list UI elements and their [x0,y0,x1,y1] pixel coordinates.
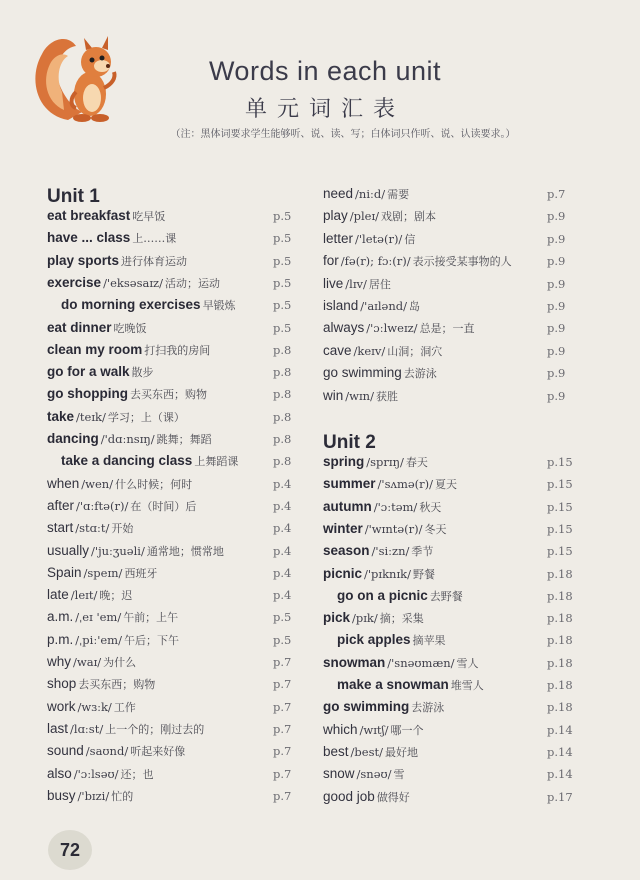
vocab-row [323,497,441,517]
vocab-meaning: 戏剧；剧本 [381,210,437,224]
vocab-word: Spain [47,564,82,580]
vocab-word: sound [47,743,84,759]
vocab-row [323,564,435,584]
vocab-row [323,229,415,249]
vocab-meaning: 摘苹果 [412,634,446,648]
vocab-word: need [323,186,354,201]
vocab-phonetic: /lɑːst/ [70,721,104,736]
vocab-meaning: 晚；迟 [99,589,133,603]
vocab-meaning: 吃早饭 [132,210,166,223]
vocab-page-ref: p.5 [273,209,292,223]
vocab-meaning: 哪一个 [390,723,424,737]
vocab-meaning: 去买东西；购物 [78,678,156,692]
vocab-word: take [47,408,75,424]
vocab-page-ref: p.4 [273,588,292,603]
vocab-phonetic: /'eksəsaɪz/ [103,275,163,290]
vocab-phonetic: /ˌeɪ 'em/ [75,610,122,625]
vocab-meaning: 上舞蹈课 [194,455,239,469]
vocab-word: clean my room [47,341,143,357]
vocab-meaning: 为什么 [103,656,137,669]
vocab-phonetic: /wen/ [81,476,114,491]
vocab-word: exercise [47,274,102,290]
vocab-phonetic: /sprɪŋ/ [366,455,404,469]
page-title-chinese: 单元词汇表 [244,97,405,122]
vocab-row [47,630,179,650]
vocab-page-ref: p.9 [547,321,566,336]
vocab-page-ref: p.8 [273,409,292,424]
vocab-meaning: 进行体育运动 [121,254,188,268]
vocab-page-ref: p.9 [547,254,566,269]
vocab-page-ref: p.5 [273,231,292,246]
vocab-meaning: 活动；运动 [164,276,220,290]
vocab-word: go shopping [47,386,128,402]
vocab-word: winter [323,520,363,536]
vocab-meaning: 忙的 [111,789,134,803]
vocab-page-ref: p.7 [273,766,292,781]
vocab-word: letter [323,230,354,246]
vocab-meaning: 冬天 [424,522,447,536]
vocab-word: snow [323,766,355,782]
vocab-page-ref: p.9 [547,388,566,403]
vocab-word: shop [47,676,77,692]
vocab-row [323,608,424,628]
vocab-word: go swimming [323,365,402,381]
vocab-row [323,341,442,361]
vocab-word: spring [323,454,365,469]
vocab-row [323,274,391,294]
vocab-page-ref: p.18 [547,655,573,670]
vocab-meaning: 山洞；洞穴 [387,344,443,358]
page-number-badge [48,830,92,870]
vocab-phonetic: /'snəʊmæn/ [387,655,455,670]
vocab-meaning: 上一个的；刚过去的 [105,722,205,736]
vocab-phonetic: /wɪn/ [345,388,374,403]
vocab-row [47,541,224,561]
vocab-row [47,251,187,271]
vocab-word: for [323,253,339,269]
vocab-phonetic: /fə(r); fɔː(r)/ [340,254,411,269]
vocab-page-ref: p.5 [273,610,292,625]
vocab-word: always [323,320,365,336]
vocab-phonetic: /'letə(r)/ [355,231,403,246]
vocab-word: why [47,654,72,669]
vocab-page-ref: p.17 [547,789,573,804]
vocab-row [323,206,436,226]
vocab-meaning: 早锻炼 [202,299,236,313]
vocab-phonetic: /'aɪlənd/ [360,299,407,313]
vocab-meaning: 堆雪人 [450,679,484,692]
vocab-phonetic: /waɪ/ [73,655,102,669]
unit-1-heading: Unit 1 [47,186,100,207]
vocab-meaning: 去游泳 [411,701,445,715]
vocab-word: go on a picnic [337,587,428,603]
vocab-row [323,787,410,807]
vocab-word: best [323,743,349,759]
vocab-meaning: 上……课 [132,232,177,246]
vocab-meaning: 表示接受某事物的人 [412,255,512,269]
vocab-row [47,384,207,404]
vocab-phonetic: /'pɪknɪk/ [364,566,411,581]
vocab-word: eat breakfast [47,208,131,223]
vocab-meaning: 西班牙 [124,566,158,580]
vocab-word: a.m. [47,609,74,625]
vocab-phonetic: /'siːzn/ [371,544,410,559]
vocab-page-ref: p.18 [547,678,573,692]
vocab-row [323,720,424,740]
vocab-word: win [323,387,344,403]
vocab-word: good job [323,788,375,804]
vocab-word: live [323,275,344,291]
vocab-row [323,653,479,673]
vocab-page-ref: p.4 [273,565,292,580]
vocab-meaning: 摘；采集 [379,612,424,626]
vocab-row [323,296,420,316]
vocab-phonetic: /niːd/ [355,187,386,201]
vocab-phonetic: /'ɔːtəm/ [373,499,418,514]
vocab-page-ref: p.9 [547,366,566,381]
vocab-row [47,652,136,672]
vocab-page-ref: p.5 [273,298,292,313]
vocab-meaning: 做得好 [376,790,410,804]
vocab-row [323,541,433,561]
vocab-page-ref: p.18 [547,588,573,603]
vocab-phonetic: /ˌpiː'em/ [75,632,122,647]
vocab-page-ref: p.9 [547,209,566,224]
vocab-word: go for a walk [47,364,130,380]
vocab-row [337,586,463,606]
vocab-phonetic: /'ɔːlweɪz/ [366,321,418,336]
vocab-meaning: 总是；一直 [419,322,475,336]
vocab-page-ref: p.8 [273,387,292,402]
vocab-word: last [47,720,69,736]
vocab-word: go swimming [323,699,410,715]
vocab-word: play [323,208,348,224]
vocab-word: snowman [323,654,386,670]
vocab-word: season [323,543,370,559]
vocab-phonetic: /leɪt/ [70,588,98,603]
vocab-meaning: 吃晚饭 [113,321,147,335]
vocab-row [47,518,133,538]
vocab-row [61,295,236,315]
vocab-page-ref: p.5 [273,320,292,335]
vocab-meaning: 什么时候；何时 [115,477,193,491]
vocab-page-ref: p.8 [273,365,292,380]
vocab-row [323,519,447,539]
vocab-meaning: 居住 [368,277,391,291]
vocab-meaning: 学习；上（课） [107,410,185,424]
vocab-row [323,363,437,383]
vocab-phonetic: /stɑːt/ [75,521,110,536]
vocab-word: pick apples [337,632,411,648]
vocab-word: late [47,587,69,603]
vocab-word: busy [47,787,76,803]
vocab-row [47,496,196,516]
vocab-page-ref: p.14 [547,767,573,782]
vocab-phonetic: /snəʊ/ [356,767,392,782]
vocab-meaning: 雪 [393,768,405,782]
vocab-row [47,719,204,739]
vocab-meaning: 岛 [408,300,420,313]
vocab-meaning: 获胜 [375,389,398,403]
vocab-page-ref: p.7 [273,655,292,669]
vocab-phonetic: /'wɪntə(r)/ [364,521,423,536]
page-number: 72 [59,839,81,860]
vocab-phonetic: /pɪk/ [352,611,378,626]
vocab-row [47,228,176,248]
vocab-page-ref: p.9 [547,231,566,246]
vocab-meaning: 信 [404,232,416,246]
vocab-row [47,741,185,761]
vocab-phonetic: /'bɪzi/ [77,788,110,803]
vocab-row [47,273,220,293]
vocab-meaning: 通常地；惯常地 [146,544,224,558]
vocab-row [47,786,133,806]
vocab-row [47,340,210,360]
vocab-phonetic: /'sʌmə(r)/ [377,477,434,492]
vocab-meaning: 开始 [111,522,134,536]
vocab-meaning: 工作 [113,700,136,714]
vocab-word: summer [323,476,376,492]
vocab-page-ref: p.15 [547,544,573,559]
vocab-row [47,585,132,605]
vocab-phonetic: /wɪtʃ/ [359,722,389,737]
vocab-row [47,407,185,427]
vocab-page-ref: p.7 [273,721,292,736]
vocab-page-ref: p.4 [273,543,292,558]
vocab-word: do morning exercises [61,297,201,313]
vocab-page-ref: p.9 [547,276,566,291]
vocab-word: after [47,497,75,513]
vocab-row [323,697,444,717]
vocab-word: have ... class [47,230,131,246]
vocab-phonetic: /speɪn/ [83,565,123,580]
vocab-word: make a snowman [337,677,449,692]
vocab-page-ref: p.14 [547,744,573,759]
vocab-meaning: 春天 [405,456,428,469]
vocab-word: island [323,298,359,313]
vocab-meaning: 午前；上午 [123,611,179,625]
page-title: Words in each unit [208,56,442,86]
vocab-page-ref: p.15 [547,477,573,492]
vocab-word: which [323,721,358,737]
vocab-page-ref: p.9 [547,299,566,313]
vocab-phonetic: /'ɔːlsəʊ/ [73,766,119,781]
vocab-page-ref: p.9 [547,343,566,358]
vocab-page-ref: p.5 [273,253,292,268]
vocab-row [47,318,147,338]
vocab-meaning: 野餐 [413,567,435,581]
vocab-row [47,764,154,784]
vocab-page-ref: p.14 [547,722,573,737]
vocab-page-ref: p.5 [273,275,292,290]
vocab-page-ref: p.8 [273,454,292,469]
vocab-word: start [47,520,74,536]
vocab-page-ref: p.7 [273,744,292,759]
vocab-page-ref: p.4 [273,498,292,513]
vocab-word: p.m. [47,631,74,647]
vocab-row [323,474,457,494]
vocab-row [47,563,157,583]
vocab-page-ref: p.7 [273,699,292,714]
vocab-row [323,184,409,204]
vocab-row [323,318,475,338]
vocab-page-ref: p.4 [273,521,292,536]
vocab-meaning: 在（时间）后 [130,499,197,513]
vocab-word: picnic [323,565,363,581]
vocab-word: play sports [47,252,120,268]
vocab-row [323,742,418,762]
vocab-word: pick [323,610,351,626]
vocab-word: when [47,475,80,491]
vocab-page-ref: p.15 [547,499,573,514]
usage-note: （注：黑体词要求学生能够听、说、读、写；白体词只作听、说、认读要求。） [170,129,516,140]
vocab-word: usually [47,542,90,558]
vocab-phonetic: /'ɑːftə(r)/ [76,498,129,513]
vocab-row [337,630,446,650]
vocab-word: autumn [323,498,372,514]
vocab-page-ref: p.18 [547,566,573,581]
vocab-meaning: 散步 [131,366,154,380]
vocab-row [323,764,405,784]
vocab-phonetic: /keɪv/ [353,343,386,358]
vocab-phonetic: /lɪv/ [345,276,367,291]
vocab-row [47,206,165,226]
vocab-row [323,386,398,406]
vocab-page-ref: p.8 [273,342,292,357]
vocab-row [47,697,136,717]
vocab-page-ref: p.15 [547,455,573,469]
vocab-row [47,362,154,382]
vocab-page-ref: p.7 [273,788,292,803]
vocab-phonetic: /saʊnd/ [85,744,129,759]
vocab-meaning: 打扫我的房间 [144,343,211,357]
vocab-page-ref: p.5 [273,632,292,647]
vocab-row [337,675,484,695]
vocab-meaning: 秋天 [419,500,442,514]
vocab-row [323,251,512,271]
vocab-meaning: 季节 [411,545,434,559]
vocab-meaning: 去买东西；购物 [129,388,207,402]
vocab-meaning: 夏天 [435,478,458,492]
vocab-row [323,452,428,472]
vocab-phonetic: /wɜːk/ [77,699,112,714]
vocab-meaning: 去游泳 [403,367,437,381]
vocab-row [47,674,155,694]
vocab-phonetic: /'dɑːnsɪŋ/ [100,432,155,446]
vocab-page-ref: p.8 [273,432,292,446]
vocab-word: cave [323,342,352,358]
vocab-meaning: 最好地 [384,745,418,759]
vocab-phonetic: /'juːʒuəli/ [91,543,145,558]
vocab-phonetic: /pleɪ/ [349,209,380,224]
vocab-word: also [47,765,72,781]
vocab-row [47,474,192,494]
vocab-row [47,429,212,449]
vocab-word: eat dinner [47,319,112,335]
vocab-meaning: 听起来好像 [130,745,186,759]
vocab-page-ref: p.7 [273,677,292,692]
vocab-word: dancing [47,431,99,446]
squirrel-mascot-icon [30,22,130,134]
unit-2-heading: Unit 2 [323,432,376,453]
vocab-row [61,451,238,471]
vocab-page-ref: p.18 [547,611,573,626]
vocab-phonetic: /teɪk/ [76,409,106,424]
vocab-word: work [47,698,76,714]
vocab-meaning: 还；也 [120,767,154,781]
vocab-word: take a dancing class [61,453,193,469]
vocab-meaning: 雪人 [456,656,479,670]
vocab-meaning: 跳舞；舞蹈 [156,433,212,446]
vocab-page-ref: p.4 [273,476,292,491]
vocab-page-ref: p.15 [547,521,573,536]
vocab-meaning: 需要 [387,188,410,201]
vocab-page-ref: p.18 [547,700,573,715]
vocab-row [47,607,178,627]
vocab-page-ref: p.7 [547,187,566,201]
vocab-meaning: 去野餐 [429,589,463,603]
vocab-phonetic: /best/ [350,744,383,759]
vocab-page-ref: p.18 [547,633,573,648]
vocab-meaning: 午后；下午 [123,633,179,647]
